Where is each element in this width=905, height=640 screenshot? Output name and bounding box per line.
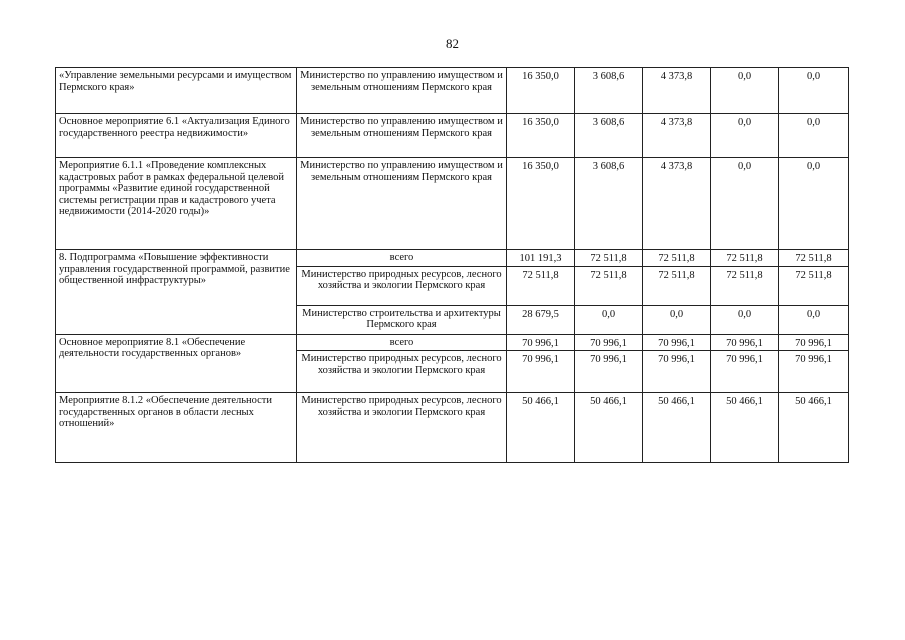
- row-value: 70 996,1: [575, 351, 643, 393]
- row-value: 3 608,6: [575, 114, 643, 158]
- row-value: 72 511,8: [643, 266, 711, 305]
- row-value: 0,0: [575, 305, 643, 334]
- row-value: 50 466,1: [507, 393, 575, 463]
- row-value: 0,0: [711, 158, 779, 250]
- row-value: 50 466,1: [711, 393, 779, 463]
- row-value: 0,0: [779, 305, 849, 334]
- row-value: 50 466,1: [643, 393, 711, 463]
- row-value: 72 511,8: [575, 266, 643, 305]
- row-value: 4 373,8: [643, 114, 711, 158]
- row-value: 72 511,8: [779, 250, 849, 267]
- row-value: 70 996,1: [507, 351, 575, 393]
- row-name: 8. Подпрограмма «Повышение эффективности управления государственной программой, развитие общественной инфраструктуры»: [56, 250, 297, 335]
- row-value: 28 679,5: [507, 305, 575, 334]
- row-name: Мероприятие 8.1.2 «Обеспечение деятельности государственных органов в области лесных отношений»: [56, 393, 297, 463]
- row-value: 0,0: [711, 68, 779, 114]
- row-responsible: Министерство по управлению имуществом и земельным отношениям Пермского края: [297, 114, 507, 158]
- row-responsible: Министерство строительства и архитектуры Пермского края: [297, 305, 507, 334]
- row-responsible: Министерство природных ресурсов, лесного хозяйства и экологии Пермского края: [297, 266, 507, 305]
- row-value: 50 466,1: [779, 393, 849, 463]
- row-value: 0,0: [779, 158, 849, 250]
- row-responsible: Министерство по управлению имуществом и земельным отношениям Пермского края: [297, 68, 507, 114]
- row-value: 0,0: [711, 114, 779, 158]
- table-row: [56, 68, 849, 114]
- row-responsible: всего: [297, 334, 507, 351]
- row-value: 101 191,3: [507, 250, 575, 267]
- row-value: 70 996,1: [507, 334, 575, 351]
- row-value: 70 996,1: [643, 351, 711, 393]
- table-row: [56, 393, 849, 463]
- row-value: 72 511,8: [575, 250, 643, 267]
- table-row: [56, 158, 849, 250]
- row-value: 70 996,1: [711, 334, 779, 351]
- row-value: 4 373,8: [643, 68, 711, 114]
- page-number: 82: [446, 36, 459, 51]
- table-row: [56, 114, 849, 158]
- budget-table: [55, 67, 849, 463]
- row-value: 70 996,1: [779, 334, 849, 351]
- row-responsible: всего: [297, 250, 507, 267]
- row-value: 70 996,1: [575, 334, 643, 351]
- row-value: 4 373,8: [643, 158, 711, 250]
- row-name: Мероприятие 6.1.1 «Проведение комплексных кадастровых работ в рамках федеральной целевой программы «Развитие единой государственной системы регистрации прав и кадастрового учета недвижимости (2014-2020 годы)»: [56, 158, 297, 250]
- row-value: 70 996,1: [643, 334, 711, 351]
- row-name: Основное мероприятие 6.1 «Актуализация Единого государственного реестра недвижимости»: [56, 114, 297, 158]
- row-value: 72 511,8: [643, 250, 711, 267]
- table-row: [56, 334, 849, 351]
- row-value: 0,0: [779, 114, 849, 158]
- row-value: 72 511,8: [711, 250, 779, 267]
- row-responsible: Министерство природных ресурсов, лесного хозяйства и экологии Пермского края: [297, 351, 507, 393]
- row-value: 3 608,6: [575, 68, 643, 114]
- row-value: 72 511,8: [711, 266, 779, 305]
- row-value: 0,0: [643, 305, 711, 334]
- row-value: 70 996,1: [711, 351, 779, 393]
- row-value: 72 511,8: [507, 266, 575, 305]
- table-row: [56, 250, 849, 267]
- row-name: Основное мероприятие 8.1 «Обеспечение деятельности государственных органов»: [56, 334, 297, 393]
- row-value: 16 350,0: [507, 114, 575, 158]
- row-value: 3 608,6: [575, 158, 643, 250]
- row-responsible: Министерство природных ресурсов, лесного хозяйства и экологии Пермского края: [297, 393, 507, 463]
- row-value: 50 466,1: [575, 393, 643, 463]
- row-value: 70 996,1: [779, 351, 849, 393]
- row-name: «Управление земельными ресурсами и имуществом Пермского края»: [56, 68, 297, 114]
- row-responsible: Министерство по управлению имуществом и земельным отношениям Пермского края: [297, 158, 507, 250]
- row-value: 16 350,0: [507, 158, 575, 250]
- row-value: 0,0: [779, 68, 849, 114]
- row-value: 16 350,0: [507, 68, 575, 114]
- row-value: 72 511,8: [779, 266, 849, 305]
- row-value: 0,0: [711, 305, 779, 334]
